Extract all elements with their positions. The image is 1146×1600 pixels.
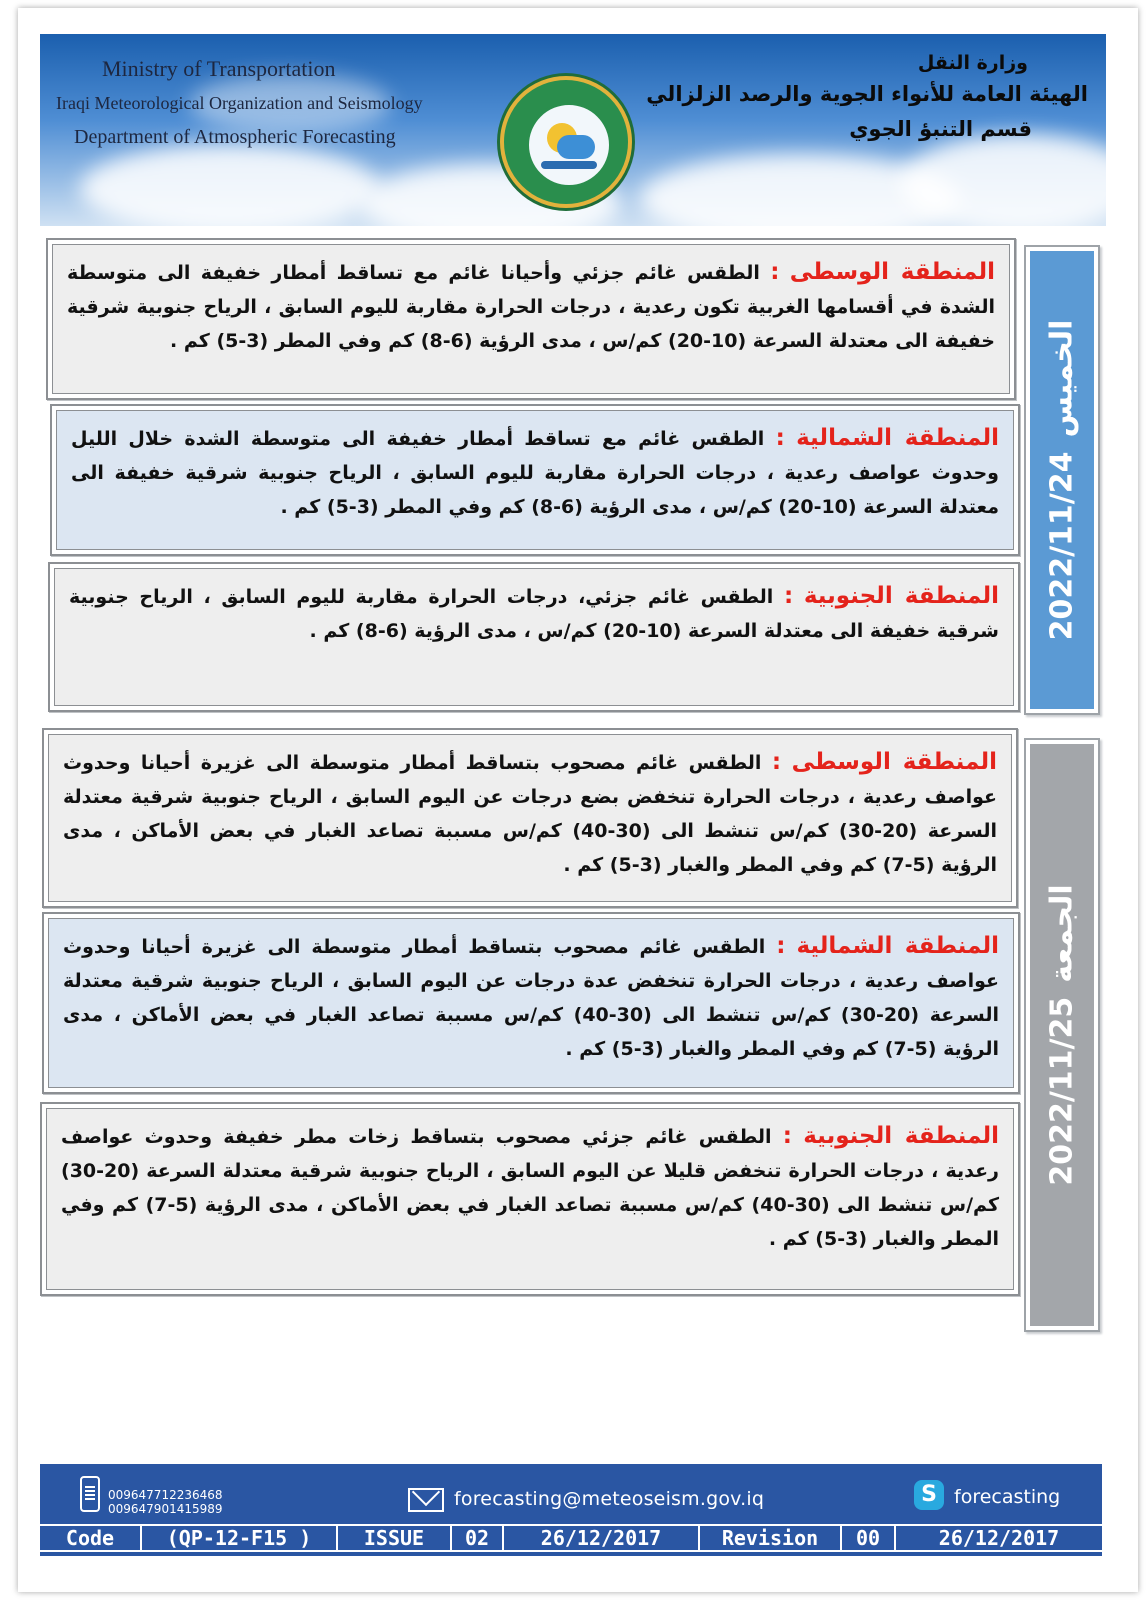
region-title: المنطقة الوسطى bbox=[791, 749, 997, 775]
department-name-ar: قسم التنبؤ الجوي bbox=[849, 117, 1032, 141]
day-name: الخميس bbox=[1044, 319, 1080, 438]
forecast-box-day2-central: المنطقة الوسطى : الطقس غائم مصحوب بتساقط أمطار متوسطة الى غزيرة أحيانا وحدوث عواصف رعدية ، درجات الحرارة تنخفض بضع درجات عن اليوم السابق ، الرياح جنوبية شرقية معتدلة السرعة (20-30) كم/س تنشط الى (30-40) كم/س مسببة تصاعد الغبار في بعض الأماكن ، مدى الرؤية (5-7) كم وفي المطر والغبار (3-5) كم . bbox=[42, 728, 1018, 908]
department-name-en: Department of Atmospheric Forecasting bbox=[74, 126, 396, 148]
day-date: 2022/11/24 bbox=[1044, 451, 1080, 641]
forecast-box-day2-north: المنطقة الشمالية : الطقس غائم مصحوب بتساقط أمطار متوسطة الى غزيرة أحيانا وحدوث عواصف رعدية ، درجات الحرارة تنخفض عدة درجات عن اليوم السابق ، الرياح جنوبية شرقية معتدلة السرعة (20-30) كم/س تنشط الى (30-40) كم/س مسببة تصاعد الغبار في بعض الأماكن ، مدى الرؤية (5-7) كم وفي المطر والغبار (3-5) كم . bbox=[42, 912, 1020, 1094]
phone-number-2: 009647901415989 bbox=[108, 1502, 223, 1516]
organization-name-ar: الهيئة العامة للأنواء الجوية والرصد الزلزالي bbox=[646, 82, 1088, 106]
ministry-name-ar: وزارة النقل bbox=[917, 52, 1028, 74]
forecast-box-day1-central: المنطقة الوسطى : الطقس غائم جزئي وأحيانا غائم مع تساقط أمطار خفيفة الى متوسطة الشدة في أقسامها الغربية تكون رعدية ، درجات الحرارة مقاربة لليوم السابق ، الرياح جنوبية شرقية خفيفة الى معتدلة السرعة (10-20) كم/س ، مدى الرؤية (6-8) كم وفي المطر (3-5) كم . bbox=[46, 238, 1016, 400]
revision-label: Revision bbox=[698, 1526, 840, 1550]
forecast-box-day1-south: المنطقة الجنوبية : الطقس غائم جزئي، درجات الحرارة مقاربة لليوم السابق ، الرياح جنوبية شرقية خفيفة الى معتدلة السرعة (10-20) كم/س ، مدى الرؤية (6-8) كم . bbox=[48, 562, 1020, 712]
mail-icon bbox=[408, 1488, 444, 1512]
phone-number-1: 009647712236468 bbox=[108, 1488, 223, 1502]
header-arabic bbox=[646, 48, 1088, 148]
organization-seal-icon bbox=[500, 76, 632, 208]
code-value: (QP-12-F15 ) bbox=[140, 1526, 336, 1550]
forecast-text: الطقس غائم مع تساقط أمطار خفيفة الى متوسطة الشدة خلال الليل وحدوث عواصف رعدية ، درجات الحرارة مقاربة لليوم السابق ، الرياح جنوبية شرقية خفيفة الى معتدلة السرعة (10-20) كم/س ، مدى الرؤية (6-8) كم وفي المطر (3-5) كم . bbox=[71, 428, 999, 518]
forecast-box-day1-north: المنطقة الشمالية : الطقس غائم مع تساقط أمطار خفيفة الى متوسطة الشدة خلال الليل وحدوث عواصف رعدية ، درجات الحرارة مقاربة لليوم السابق ، الرياح جنوبية شرقية خفيفة الى معتدلة السرعة (10-20) كم/س ، مدى الرؤية (6-8) كم وفي المطر (3-5) كم . bbox=[50, 404, 1020, 556]
revision-value: 00 bbox=[840, 1526, 894, 1550]
skype-icon: S bbox=[914, 1480, 944, 1510]
skype-account[interactable]: forecasting bbox=[954, 1486, 1061, 1508]
phone-numbers bbox=[108, 1488, 223, 1516]
contact-row bbox=[40, 1464, 1102, 1524]
forecast-text: الطقس غائم جزئي، درجات الحرارة مقاربة لليوم السابق ، الرياح جنوبية شرقية خفيفة الى معتدلة السرعة (10-20) كم/س ، مدى الرؤية (6-8) كم . bbox=[69, 586, 999, 642]
ministry-name-en: Ministry of Transportation bbox=[102, 56, 336, 81]
revision-date: 26/12/2017 bbox=[894, 1526, 1102, 1550]
forecast-text: الطقس غائم جزئي مصحوب بتساقط زخات مطر خفيفة وحدوث عواصف رعدية ، درجات الحرارة تنخفض قليلا عن اليوم السابق ، الرياح جنوبية شرقية معتدلة السرعة (20-30) كم/س تنشط الى (30-40) كم/س مسببة تصاعد الغبار في بعض الأماكن ، مدى الرؤية (5-7) كم وفي المطر والغبار (3-5) كم . bbox=[61, 1126, 1000, 1250]
header-banner bbox=[40, 34, 1106, 226]
issue-value: 02 bbox=[450, 1526, 502, 1550]
issue-date: 26/12/2017 bbox=[502, 1526, 698, 1550]
region-title: المنطقة الشمالية bbox=[796, 933, 999, 959]
region-title: المنطقة الشمالية bbox=[796, 425, 999, 451]
forecast-text: الطقس غائم مصحوب بتساقط أمطار متوسطة الى غزيرة أحيانا وحدوث عواصف رعدية ، درجات الحرارة تنخفض بضع درجات عن اليوم السابق ، الرياح جنوبية شرقية معتدلة السرعة (20-30) كم/س تنشط الى (30-40) كم/س مسببة تصاعد الغبار في بعض الأماكن ، مدى الرؤية (5-7) كم وفي المطر والغبار (3-5) كم . bbox=[63, 752, 997, 876]
footer bbox=[40, 1464, 1102, 1556]
code-label: Code bbox=[65, 1526, 115, 1550]
day-name: الجمعة bbox=[1044, 884, 1080, 983]
forecast-text: الطقس غائم جزئي وأحيانا غائم مع تساقط أمطار خفيفة الى متوسطة الشدة في أقسامها الغربية تكون رعدية ، درجات الحرارة مقاربة لليوم السابق ، الرياح جنوبية شرقية خفيفة الى معتدلة السرعة (10-20) كم/س ، مدى الرؤية (6-8) كم وفي المطر (3-5) كم . bbox=[67, 262, 995, 352]
region-title: المنطقة الوسطى bbox=[789, 259, 995, 285]
issue-label: ISSUE bbox=[336, 1526, 450, 1550]
organization-name-en: Iraqi Meteorological Organization and Seismology bbox=[56, 93, 423, 113]
forecast-text: الطقس غائم مصحوب بتساقط أمطار متوسطة الى غزيرة أحيانا وحدوث عواصف رعدية ، درجات الحرارة تنخفض عدة درجات عن اليوم السابق ، الرياح جنوبية شرقية معتدلة السرعة (20-30) كم/س تنشط الى (30-40) كم/س مسببة تصاعد الغبار في بعض الأماكن ، مدى الرؤية (5-7) كم وفي المطر والغبار (3-5) كم . bbox=[63, 936, 999, 1060]
region-title: المنطقة الجنوبية bbox=[803, 1123, 1000, 1149]
day-column-friday bbox=[1024, 738, 1100, 1332]
header-english bbox=[56, 52, 423, 154]
phone-icon bbox=[80, 1476, 100, 1512]
region-title: المنطقة الجنوبية bbox=[803, 583, 999, 609]
document-code-row bbox=[40, 1524, 1102, 1552]
day-date: 2022/11/25 bbox=[1044, 996, 1080, 1186]
email-address[interactable]: forecasting@meteoseism.gov.iq bbox=[454, 1488, 765, 1510]
forecast-box-day2-south: المنطقة الجنوبية : الطقس غائم جزئي مصحوب بتساقط زخات مطر خفيفة وحدوث عواصف رعدية ، درجات الحرارة تنخفض قليلا عن اليوم السابق ، الرياح جنوبية شرقية معتدلة السرعة (20-30) كم/س تنشط الى (30-40) كم/س مسببة تصاعد الغبار في بعض الأماكن ، مدى الرؤية (5-7) كم وفي المطر والغبار (3-5) كم . bbox=[40, 1102, 1020, 1296]
day-column-thursday bbox=[1024, 245, 1100, 715]
